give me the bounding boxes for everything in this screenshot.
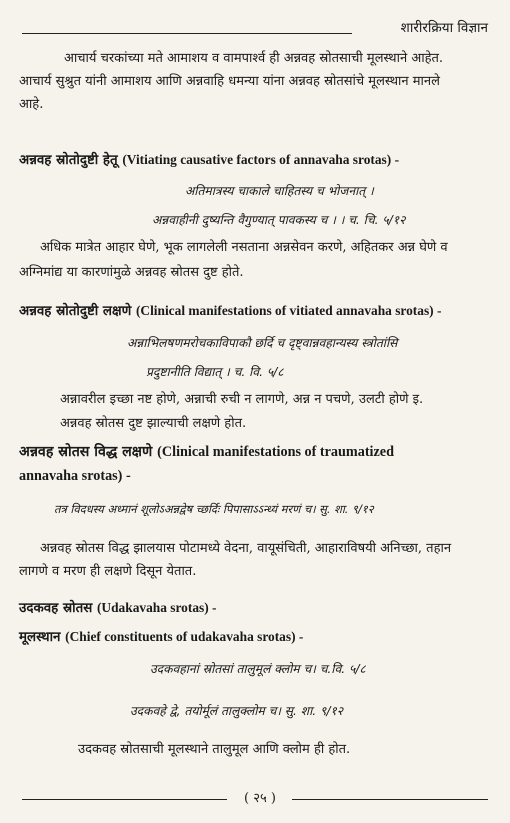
- shloka-line: उदकवहानां स्रोतसां तालुमूलं क्लोम च। च.वि. ५/८: [150, 662, 366, 676]
- heading-marathi: अन्नवह स्रोतोदुष्टी हेतू: [19, 153, 118, 168]
- footer-rule: [292, 799, 488, 800]
- section-heading: [19, 598, 217, 616]
- page-number: ( २५ ): [244, 791, 276, 806]
- heading-english: (Clinical manifestations of traumatized: [157, 444, 394, 460]
- shloka-line: अन्नवाहीनी दुष्यन्ति वैगुण्यात् पावकस्य च । । च. चि. ५/१२: [152, 213, 406, 227]
- shloka-line: उदकवहे द्वे, तयोर्मूलं तालुक्लोम च। सु. शा. ९/१२: [130, 704, 344, 718]
- shloka-line: अन्नाभिलषणमरोचकाविपाकौ छर्दि च दृष्ट्वान्नवहान्यस्य स्त्रोतांसि: [127, 336, 398, 350]
- heading-english: (Chief constituents of udakavaha srotas) -: [65, 629, 304, 644]
- shloka-line: अतिमात्रस्य चाकाले चाहितस्य च भोजनात् ।: [185, 184, 374, 198]
- running-header-title: शारीरक्रिया विज्ञान: [400, 20, 488, 36]
- shloka-line: प्रदुष्टानीति विद्यात् । च. वि. ५/८: [146, 365, 284, 379]
- paragraph-line: आचार्य चरकांच्या मते आमाशय व वामपार्श्व ही अन्नवह स्रोतसाची मूलस्थाने आहेत.: [64, 51, 444, 66]
- paragraph-line: अन्नावरील इच्छा नष्ट होणे, अन्नाची रुची न लागणे, अन्न न पचणे, उलटी होणे इ.: [60, 392, 424, 407]
- section-heading: [19, 627, 303, 645]
- heading-english: (Clinical manifestations of vitiated annavaha srotas) -: [135, 303, 442, 318]
- heading-marathi: मूलस्थान: [19, 630, 61, 645]
- heading-marathi: अन्नवह स्रोतोदुष्टी लक्षणे: [19, 304, 132, 319]
- section-heading: [19, 301, 441, 319]
- paragraph-line: अग्निमांद्य या कारणांमुळे अन्नवह स्रोतस दुष्ट होते.: [19, 265, 244, 280]
- heading-english: annavaha srotas) -: [19, 468, 131, 484]
- paragraph-line: लागणे व मरण ही लक्षणे दिसून येतात.: [19, 564, 197, 579]
- heading-english: (Udakavaha srotas) -: [96, 600, 217, 615]
- shloka-line: तत्र विदधस्य अध्मानं शूलोऽअन्नद्वेष च्छर्दिः पिपासाऽऽन्ध्यं मरणं च। सु. शा. ९/१२: [54, 502, 374, 516]
- section-heading: [19, 442, 394, 461]
- paragraph-line: आचार्य सुश्रुत यांनी आमाशय आणि अन्नवाहि धमन्या यांना अन्नवह स्रोतसांचे मूलस्थान मानले: [19, 74, 440, 89]
- paragraph-line: अन्नवह स्रोतस दुष्ट झाल्याची लक्षणे होत.: [60, 416, 247, 431]
- paragraph-line: आहे.: [19, 97, 44, 112]
- paragraph-line: अधिक मात्रेत आहार घेणे, भूक लागलेली नसताना अन्नसेवन करणे, अहितकर अन्न घेणे व: [40, 240, 448, 255]
- paragraph-line: अन्नवह स्रोतस विद्ध झालयास पोटामध्ये वेदना, वायूसंचिती, आहाराविषयी अनिच्छा, तहान: [40, 541, 452, 556]
- paragraph-line: उदकवह स्रोतसाची मूलस्थाने तालुमूल आणि क्लोम ही होत.: [78, 742, 351, 757]
- section-heading: [19, 150, 399, 168]
- heading-marathi: अन्नवह स्रोतस विद्ध लक्षणे: [19, 444, 153, 460]
- header-rule: [22, 33, 352, 34]
- heading-english: (Vitiating causative factors of annavaha srotas) -: [122, 152, 400, 167]
- heading-marathi: उदकवह स्रोतस: [19, 601, 93, 616]
- section-heading-continued: [19, 468, 131, 485]
- footer-rule: [22, 799, 227, 800]
